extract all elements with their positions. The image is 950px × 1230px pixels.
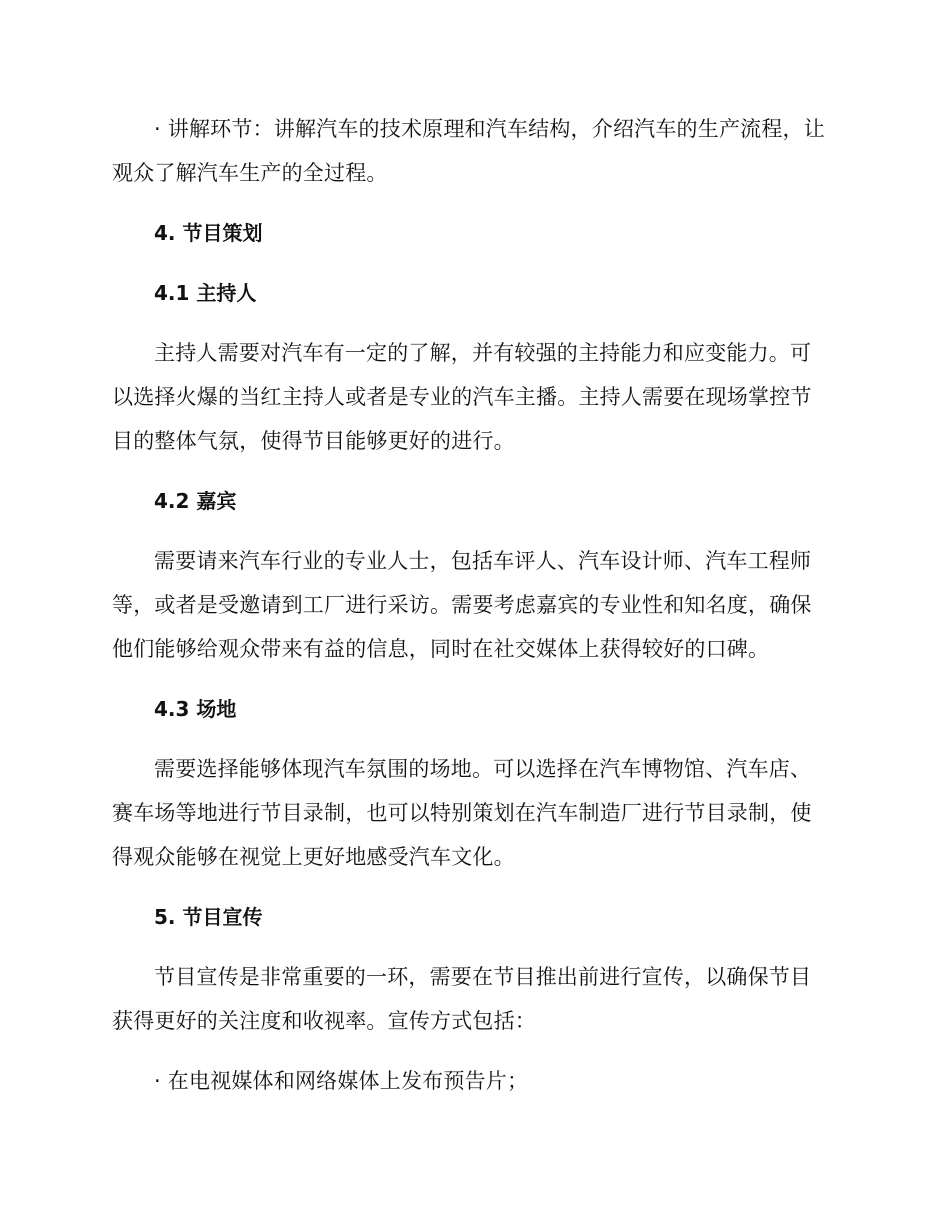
document-page [112, 107, 832, 1119]
heading-venue: 4.3 场地 [154, 697, 237, 721]
paragraph-guests: 需要请来汽车行业的专业人士，包括车评人、汽车设计师、汽车工程师等，或者是受邀请到工厂进行采访。需要考虑嘉宾的专业性和知名度，确保他们能够给观众带来有益的信息，同时在社交媒体上获得较好的口碑。 [112, 549, 812, 661]
bullet-explanation-segment: · 讲解环节：讲解汽车的技术原理和汽车结构，介绍汽车的生产流程，让观众了解汽车生产的全过程。 [112, 117, 825, 185]
heading-guests: 4.2 嘉宾 [154, 489, 237, 513]
heading-program-planning: 4. 节目策划 [154, 221, 263, 245]
paragraph-venue: 需要选择能够体现汽车氛围的场地。可以选择在汽车博物馆、汽车店、赛车场等地进行节目录制，也可以特别策划在汽车制造厂进行节目录制，使得观众能够在视觉上更好地感受汽车文化。 [112, 757, 812, 869]
paragraph-host: 主持人需要对汽车有一定的了解，并有较强的主持能力和应变能力。可以选择火爆的当红主持人或者是专业的汽车主播。主持人需要在现场掌控节目的整体气氛，使得节目能够更好的进行。 [112, 341, 812, 453]
heading-promotion: 5. 节目宣传 [154, 905, 263, 929]
bullet-trailer-release: · 在电视媒体和网络媒体上发布预告片； [154, 1069, 529, 1093]
paragraph-promotion: 节目宣传是非常重要的一环，需要在节目推出前进行宣传，以确保节目获得更好的关注度和收视率。宣传方式包括： [112, 965, 812, 1033]
heading-host: 4.1 主持人 [154, 281, 257, 305]
